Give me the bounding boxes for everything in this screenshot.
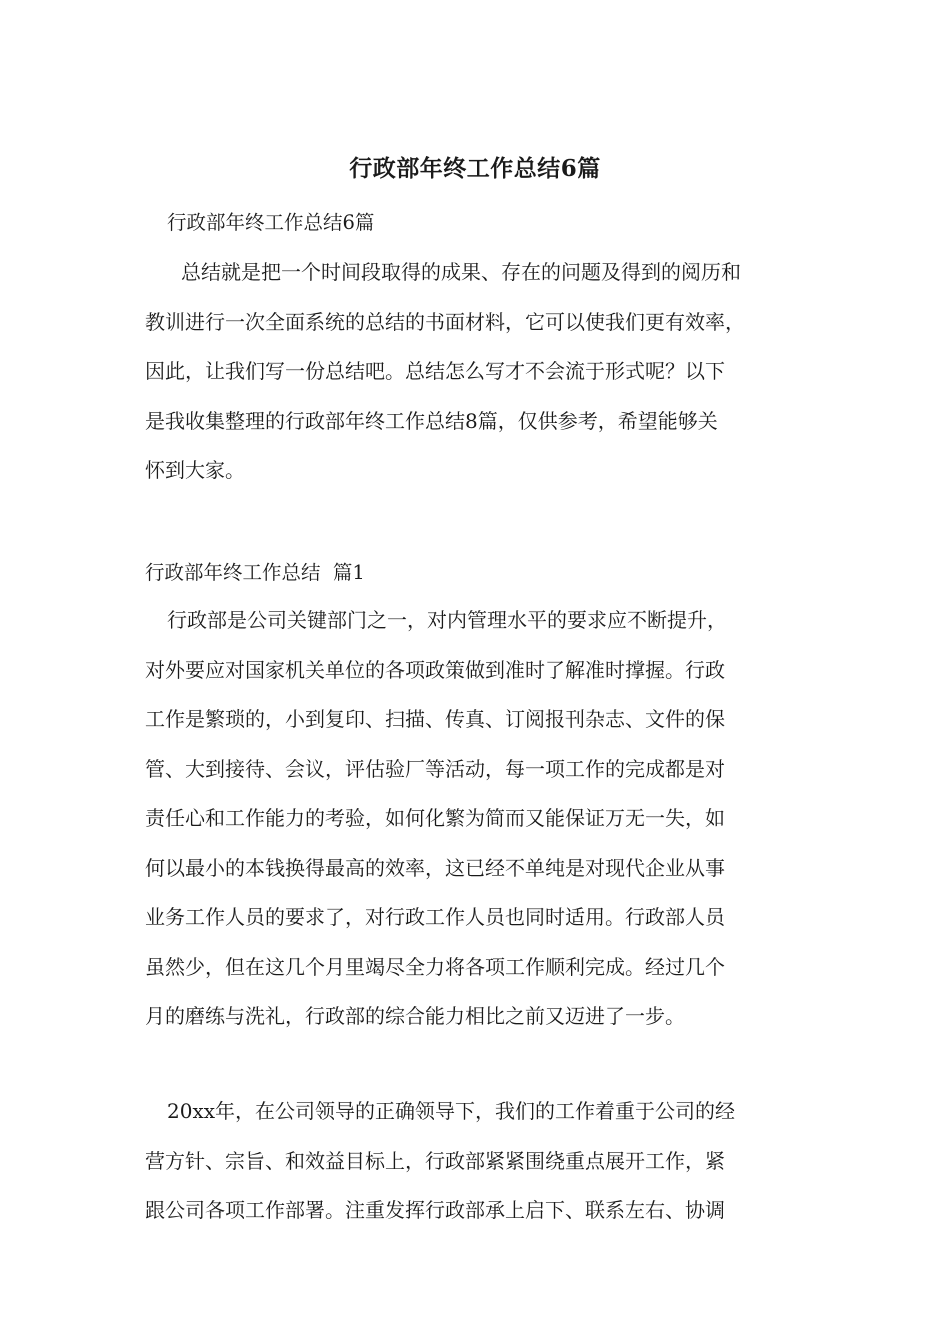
- paragraph-line: 对外要应对国家机关单位的各项政策做到准时了解准时撑握。行政: [145, 657, 725, 682]
- paragraph-line: 虽然少，但在这几个月里竭尽全力将各项工作顺利完成。经过几个: [145, 954, 725, 979]
- body-paragraph-2: [145, 1087, 810, 1236]
- paragraph-line: 营方针、宗旨、和效益目标上，行政部紧紧围绕重点展开工作，紧: [145, 1148, 725, 1173]
- intro-paragraph: [145, 248, 810, 496]
- paragraph-line: 教训进行一次全面系统的总结的书面材料，它可以使我们更有效率，: [145, 309, 745, 334]
- paragraph-line: 业务工作人员的要求了，对行政工作人员也同时适用。行政部人员: [145, 905, 725, 929]
- section-heading-text: 行政部年终工作总结 篇1: [145, 561, 365, 584]
- section-heading: [145, 550, 810, 596]
- paragraph-line: 总结就是把一个时间段取得的成果、存在的问题及得到的阅历和: [181, 260, 741, 284]
- paragraph-line: 月的磨练与洗礼，行政部的综合能力相比之前又迈进了一步。: [145, 1004, 685, 1028]
- subtitle-text: 行政部年终工作总结6篇: [167, 211, 375, 234]
- paragraph-line: 责任心和工作能力的考验，如何化繁为简而又能保证万无一失，如: [145, 806, 725, 830]
- paragraph-line: 是我收集整理的行政部年终工作总结8篇，仅供参考，希望能够关: [145, 408, 718, 433]
- document-subtitle: [145, 203, 810, 243]
- body-paragraph-1: [145, 596, 810, 1042]
- paragraph-line: 怀到大家。: [145, 458, 245, 482]
- paragraph-line: 跟公司各项工作部署。注重发挥行政部承上启下、联系左右、协调: [145, 1198, 725, 1222]
- document-title: 行政部年终工作总结6篇: [349, 155, 601, 182]
- paragraph-line: 因此，让我们写一份总结吧。总结怎么写才不会流于形式呢？以下: [145, 359, 725, 383]
- paragraph-line: 工作是繁琐的，小到复印、扫描、传真、订阅报刊杂志、文件的保: [145, 707, 725, 731]
- paragraph-line: 何以最小的本钱换得最高的效率，这已经不单纯是对现代企业从事: [145, 855, 725, 880]
- paragraph-line: 行政部是公司关键部门之一，对内管理水平的要求应不断提升，: [167, 608, 727, 632]
- paragraph-line: 20xx年，在公司领导的正确领导下，我们的工作着重于公司的经: [167, 1099, 736, 1123]
- paragraph-line: 管、大到接待、会议，评估验厂等活动，每一项工作的完成都是对: [145, 756, 725, 781]
